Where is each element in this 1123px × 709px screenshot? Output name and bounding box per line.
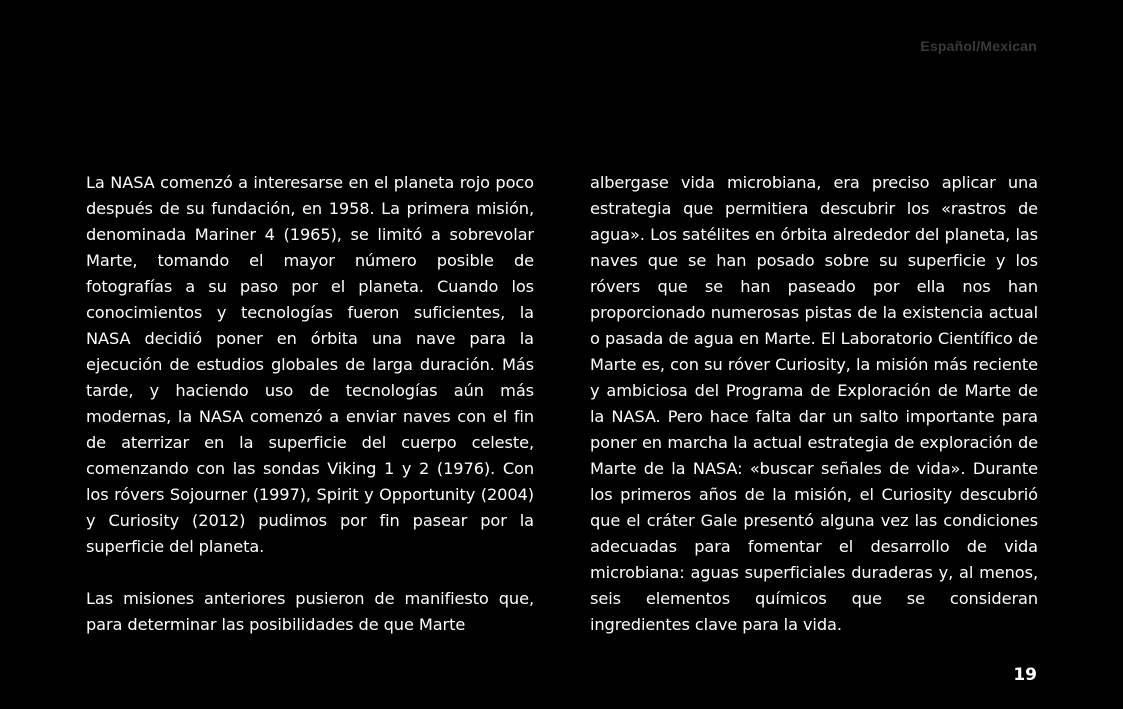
- left-text-column: [86, 170, 534, 638]
- left-paragraph-2: Las misiones anteriores pusieron de manifiesto que, para determinar las posibilidades de que Marte: [86, 589, 534, 634]
- language-label: Español/Mexican: [920, 38, 1037, 54]
- right-text-column: [590, 170, 1038, 638]
- right-paragraph-1: albergase vida microbiana, era preciso aplicar una estrategia que permitiera descubrir los «rastros de agua». Los satélites en órbita alrededor del planeta, las naves que se han posado sobre su superficie y los róvers que se han paseado por ella nos han proporcionado numerosas pistas de la existencia actual o pasada de agua en Marte. El Laboratorio Científico de Marte es, con su róver Curiosity, la misión más reciente y ambiciosa del Programa de Exploración de Marte de la NASA. Pero hace falta dar un salto importante para poner en marcha la actual estrategia de exploración de Marte de la NASA: «buscar señales de vida». Durante los primeros años de la misión, el Curiosity descubrió que el cráter Gale presentó alguna vez las condiciones adecuadas para fomentar el desarrollo de vida microbiana: aguas superficiales duraderas y, al menos, seis elementos químicos que se consideran ingredientes clave para la vida.: [590, 173, 1038, 634]
- left-paragraph-1: La NASA comenzó a interesarse en el planeta rojo poco después de su fundación, en 1958. La primera misión, denominada Mariner 4 (1965), se limitó a sobrevolar Marte, tomando el mayor número posible de fotografías a su paso por el planeta. Cuando los conocimientos y tecnologías fueron suficientes, la NASA decidió poner en órbita una nave para la ejecución de estudios globales de larga duración. Más tarde, y haciendo uso de tecnologías aún más modernas, la NASA comenzó a enviar naves con el fin de aterrizar en la superficie del cuerpo celeste, comenzando con las sondas Viking 1 y 2 (1976). Con los róvers Sojourner (1997), Spirit y Opportunity (2004) y Curiosity (2012) pudimos por fin pasear por la superficie del planeta.: [86, 173, 534, 556]
- page-number: 19: [1013, 665, 1037, 685]
